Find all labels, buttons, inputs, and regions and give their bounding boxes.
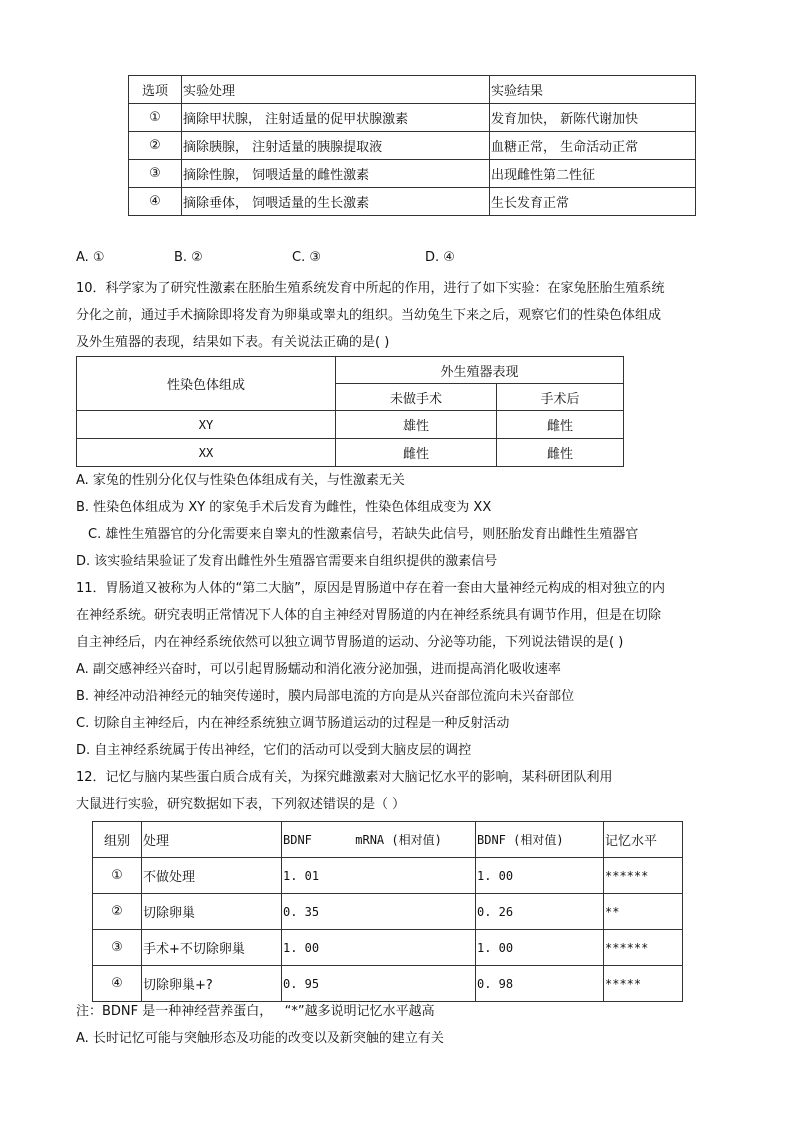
table-cell: 雌性 [497,439,624,467]
table-cell: 血糖正常， 生命活动正常 [490,132,696,160]
table-cell: ④ [93,966,142,1002]
table-cell: 不做处理 [142,858,282,894]
table-cell: ② [93,894,142,930]
table-cell: ① [93,858,142,894]
table-header-cell: 处理 [142,822,282,858]
choice-a: A. ① [76,250,105,265]
table-cell: 切除卵巢 [142,894,282,930]
table-cell: 0. 26 [476,894,604,930]
question-11-stem-line: 11．胃肠道又被称为人体的“第二大脑”，原因是胃肠道中存在着一套由大量神经元构成的相对独立的内 [76,581,666,596]
table-group-header: 外生殖器表现 [336,357,624,384]
table-cell: 摘除胰腺， 注射适量的胰腺提取液 [182,132,490,160]
table-header-cell: BDNF mRNA (相对值) [282,822,476,858]
table-row [77,439,624,467]
table-cell: 1. 01 [282,858,476,894]
table-cell: ③ [93,930,142,966]
table-cell: ③ [129,160,182,188]
table-cell: XX [77,439,336,467]
table-cell: 0. 35 [282,894,476,930]
table-cell: ④ [129,188,182,216]
table-header-cell: 组别 [93,822,142,858]
table-header-row [129,76,696,104]
table-cell: 1. 00 [282,930,476,966]
choice-d: D. ④ [425,250,455,265]
question-10-option-b: B. 性染色体组成为 XY 的家兔手术后发育为雌性，性染色体组成变为 XX [76,500,492,515]
table-cell: XY [77,411,336,439]
table-header-cell: 性染色体组成 [77,357,336,411]
table-header-row [93,822,683,858]
bdnf-memory-table [92,821,683,1002]
table-row [129,132,696,160]
table-row [129,104,696,132]
table-cell: 出现雌性第二性征 [490,160,696,188]
table-header-cell: 实验结果 [490,76,696,104]
table-cell: ** [604,894,683,930]
table-cell: 摘除甲状腺， 注射适量的促甲状腺激素 [182,104,490,132]
question-10-stem-line: 分化之前，通过手术摘除即将发育为卵巢或睾丸的组织。当幼兔生下来之后，观察它们的性染色体组成 [76,308,662,323]
question-10-option-d: D. 该实验结果验证了发育出雌性外生殖器官需要来自组织提供的激素信号 [76,554,498,569]
table-cell: ② [129,132,182,160]
question-11-option-c: C. 切除自主神经后，内在神经系统独立调节肠道运动的过程是一种反射活动 [76,716,510,731]
table-row [93,894,683,930]
table-cell: 摘除垂体， 饲喂适量的生长激素 [182,188,490,216]
question-10-stem-line: 10．科学家为了研究性激素在胚胎生殖系统发育中所起的作用，进行了如下实验：在家兔胚胎生殖系统 [76,281,665,296]
table-cell: 1. 00 [476,858,604,894]
table-cell: 雌性 [497,411,624,439]
question-11-stem-line: 自主神经后，内在神经系统依然可以独立调节胃肠道的运动、分泌等功能，下列说法错误的是( ) [76,635,624,650]
question-10-stem-line: 及外生殖器的表现，结果如下表。有关说法正确的是( ) [76,335,390,350]
question-11-option-b: B. 神经冲动沿神经元的轴突传递时，膜内局部电流的方向是从兴奋部位流向未兴奋部位 [76,689,575,704]
table-cell: 手术+不切除卵巢 [142,930,282,966]
table-row [129,160,696,188]
table-cell: ****** [604,858,683,894]
sex-chromosome-table [76,356,624,467]
table-header-cell: 未做手术 [336,384,497,411]
table-header-cell: BDNF (相对值) [476,822,604,858]
table-cell: ****** [604,930,683,966]
table-cell: 切除卵巢+? [142,966,282,1002]
table-cell: 雄性 [336,411,497,439]
table-header-cell: 选项 [129,76,182,104]
table-header-cell: 实验处理 [182,76,490,104]
question-12-stem-line: 12．记忆与脑内某些蛋白质合成有关，为探究雌激素对大脑记忆水平的影响，某科研团队利用 [76,770,613,785]
question-10-option-c: C. 雄性生殖器官的分化需要来自睾丸的性激素信号，若缺失此信号，则胚胎发育出雌性生殖器官 [88,527,639,542]
table-cell: 0. 95 [282,966,476,1002]
table-row [77,411,624,439]
question-11-option-a: A. 副交感神经兴奋时，可以引起胃肠蠕动和消化液分泌加强，进而提高消化吸收速率 [76,662,561,677]
table-row [129,188,696,216]
table-row [93,966,683,1002]
table-cell: 摘除性腺， 饲喂适量的雌性激素 [182,160,490,188]
question-10-option-a: A. 家兔的性别分化仅与性染色体组成有关，与性激素无关 [76,473,405,488]
table-cell: 发育加快， 新陈代谢加快 [490,104,696,132]
choice-b: B. ② [174,250,203,265]
question-12-stem-line: 大鼠进行实验，研究数据如下表，下列叙述错误的是（ ） [76,797,406,812]
question-12-option-a: A. 长时记忆可能与突触形态及功能的改变以及新突触的建立有关 [76,1031,444,1046]
table-cell: 1. 00 [476,930,604,966]
table-cell: 雌性 [336,439,497,467]
choice-c: C. ③ [292,250,321,265]
table-cell: ***** [604,966,683,1002]
table-row [93,858,683,894]
table-cell: 0. 98 [476,966,604,1002]
table-cell: 生长发育正常 [490,188,696,216]
experiment-table-1 [128,75,696,216]
table-row [93,930,683,966]
table-header-cell: 记忆水平 [604,822,683,858]
question-11-stem-line: 在神经系统。研究表明正常情况下人体的自主神经对胃肠道的内在神经系统具有调节作用，但是在切除 [76,608,662,623]
table-cell: ① [129,104,182,132]
table-header-cell: 手术后 [497,384,624,411]
question-11-option-d: D. 自主神经系统属于传出神经，它们的活动可以受到大脑皮层的调控 [76,743,472,758]
question-12-note: 注：BDNF 是一种神经营养蛋白， “*”越多说明记忆水平越高 [76,1004,435,1019]
